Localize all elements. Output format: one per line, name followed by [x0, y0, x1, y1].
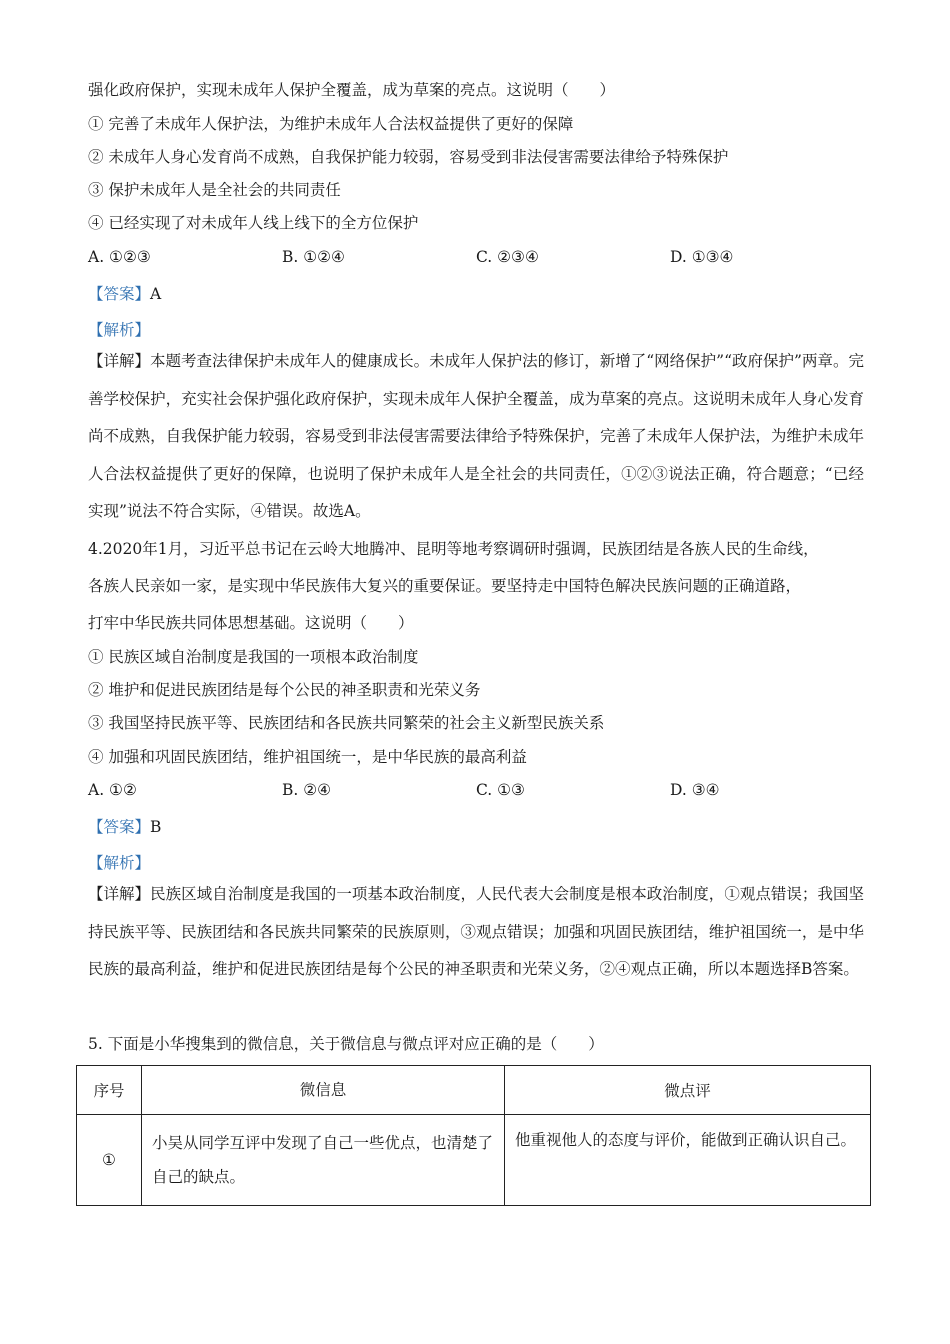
table-cell-index: ① [77, 1115, 142, 1206]
q3-analysis-label: 【解析】 [88, 321, 151, 339]
q3-item-1: ① 完善了未成年人保护法，为维护未成年人合法权益提供了更好的保障 [88, 115, 574, 133]
q3-option-d: D. ①③④ [670, 248, 734, 266]
q5-table [76, 1065, 871, 1206]
q4-detail [88, 876, 864, 989]
q4-stem-line-3: 打牢中华民族共同体思想基础。这说明（ ） [88, 614, 414, 632]
q3-answer-label: 【答案】 [88, 285, 151, 303]
q4-detail-text: 民族区域自治制度是我国的一项基本政治制度，人民代表大会制度是根本政治制度，①观点错误；我国坚持民族平等、民族团结和各民族共同繁荣的民族原则，③观点错误；加强和巩固民族团结，维护祖国统一，是中华民族的最高利益，维护和促进民族团结是每个公民的神圣职责和光荣义务，②④观点正确，所以本题选择B答案。 [88, 885, 864, 978]
table-row [77, 1115, 871, 1206]
q4-analysis-label: 【解析】 [88, 854, 151, 872]
q3-option-a: A. ①②③ [88, 248, 151, 266]
q3-option-b: B. ①②④ [282, 248, 345, 266]
q3-answer-value: A [150, 285, 162, 303]
q4-item-3: ③ 我国坚持民族平等、民族团结和各民族共同繁荣的社会主义新型民族关系 [88, 714, 605, 732]
q4-item-1: ① 民族区域自治制度是我国的一项根本政治制度 [88, 648, 419, 666]
table-header-comment: 微点评 [505, 1066, 871, 1115]
q4-option-c: C. ①③ [476, 781, 525, 799]
q4-answer-label: 【答案】 [88, 818, 151, 836]
q4-option-a: A. ①② [88, 781, 137, 799]
q3-detail [88, 343, 864, 531]
table-cell-info: 小吴从同学互评中发现了自己一些优点，也清楚了自己的缺点。 [142, 1115, 505, 1206]
q4-detail-label: 【详解】 [88, 885, 151, 903]
q4-stem-line-2: 各族人民亲如一家，是实现中华民族伟大复兴的重要保证。要坚持走中国特色解决民族问题的正确道路， [88, 577, 802, 595]
q3-stem-end: 强化政府保护，实现未成年人保护全覆盖，成为草案的亮点。这说明（ ） [88, 81, 616, 99]
q3-answer [88, 283, 161, 305]
q3-item-4: ④ 已经实现了对未成年人线上线下的全方位保护 [88, 214, 419, 232]
q4-answer-value: B [150, 818, 162, 836]
q3-item-2: ② 未成年人身心发育尚不成熟，自我保护能力较弱，容易受到非法侵害需要法律给予特殊保护 [88, 148, 729, 166]
q3-detail-text: 本题考查法律保护未成年人的健康成长。未成年人保护法的修订，新增了“网络保护”“政府保护”两章。完善学校保护，充实社会保护强化政府保护，实现未成年人保护全覆盖，成为草案的亮点。这说明未成年人身心发育尚不成熟，自我保护能力较弱，容易受到非法侵害需要法律给予特殊保护，完善了未成年人保护法，为维护未成年人合法权益提供了更好的保障，也说明了保护未成年人是全社会的共同责任，①②③说法正确，符合题意；“已经实现”说法不符合实际，④错误。故选A。 [88, 352, 864, 520]
q4-option-d: D. ③④ [670, 781, 720, 799]
table-header-info: 微信息 [142, 1066, 505, 1115]
q4-option-b: B. ②④ [282, 781, 332, 799]
q3-detail-label: 【详解】 [88, 352, 151, 370]
q4-item-2: ② 堆护和促进民族团结是每个公民的神圣职责和光荣义务 [88, 681, 481, 699]
q3-option-c: C. ②③④ [476, 248, 539, 266]
q4-item-4: ④ 加强和巩固民族团结，维护祖国统一，是中华民族的最高利益 [88, 748, 527, 766]
table-header-index: 序号 [77, 1066, 142, 1115]
table-header-row [77, 1066, 871, 1115]
q4-stem-line-1: 4.2020年1月，习近平总书记在云岭大地腾冲、昆明等地考察调研时强调，民族团结是各族人民的生命线， [88, 540, 819, 558]
q3-item-3: ③ 保护未成年人是全社会的共同责任 [88, 181, 341, 199]
q5-stem: 5. 下面是小华搜集到的微信息，关于微信息与微点评对应正确的是（ ） [88, 1035, 604, 1053]
table-cell-comment: 他重视他人的态度与评价，能做到正确认识自己。 [505, 1115, 871, 1206]
q4-answer [88, 816, 161, 838]
